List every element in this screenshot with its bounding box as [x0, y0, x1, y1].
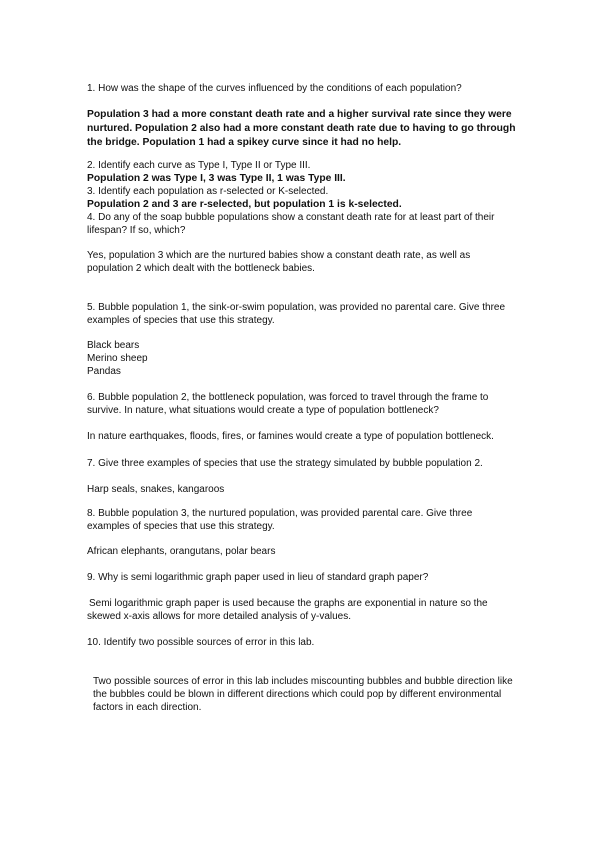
- question-10: 10. Identify two possible sources of error in this lab.: [87, 637, 315, 648]
- answer-2: Population 2 was Type I, 3 was Type II, 1 was Type III.: [87, 173, 346, 184]
- answer-6: In nature earthquakes, floods, fires, or famines would create a type of population bottleneck.: [87, 431, 494, 442]
- question-1: 1. How was the shape of the curves influenced by the conditions of each population?: [87, 83, 462, 94]
- answer-4-line-1: Yes, population 3 which are the nurtured babies show a constant death rate, as well as: [87, 250, 471, 261]
- question-8-line-2: examples of species that use this strategy.: [87, 521, 275, 532]
- answer-9-line-2: skewed x-axis allows for more detailed analysis of y-values.: [87, 611, 351, 622]
- question-5-line-1: 5. Bubble population 1, the sink-or-swim population, was provided no parental care. Give three: [87, 302, 506, 313]
- question-5-line-2: examples of species that use this strategy.: [87, 315, 275, 326]
- answer-10-line-3: factors in each direction.: [93, 702, 202, 713]
- question-7: 7. Give three examples of species that use the strategy simulated by bubble population 2.: [87, 458, 483, 469]
- question-4-line-1: 4. Do any of the soap bubble populations show a constant death rate for at least part of their: [87, 212, 495, 223]
- answer-5-item-3: Pandas: [87, 366, 121, 377]
- answer-1-line-2: nurtured. Population 2 also had a more constant death rate due to having to go through: [87, 123, 516, 134]
- question-3: 3. Identify each population as r-selected or K-selected.: [87, 186, 329, 197]
- answer-3: Population 2 and 3 are r-selected, but population 1 is k-selected.: [87, 199, 402, 210]
- answer-1-line-1: Population 3 had a more constant death rate and a higher survival rate since they were: [87, 109, 512, 120]
- answer-10-line-1: Two possible sources of error in this lab includes miscounting bubbles and bubble direction like: [93, 676, 513, 687]
- answer-5-item-1: Black bears: [87, 340, 140, 351]
- answer-5-item-2: Merino sheep: [87, 353, 148, 364]
- question-4-line-2: lifespan? If so, which?: [87, 225, 186, 236]
- question-9: 9. Why is semi logarithmic graph paper used in lieu of standard graph paper?: [87, 572, 429, 583]
- answer-10-line-2: the bubbles could be blown in different directions which could pop by different environmental: [93, 689, 502, 700]
- question-6-line-2: survive. In nature, what situations would create a type of population bottleneck?: [87, 405, 439, 416]
- question-8-line-1: 8. Bubble population 3, the nurtured population, was provided parental care. Give three: [87, 508, 473, 519]
- question-6-line-1: 6. Bubble population 2, the bottleneck population, was forced to travel through the frame to: [87, 392, 489, 403]
- question-2: 2. Identify each curve as Type I, Type II or Type III.: [87, 160, 311, 171]
- answer-4-line-2: population 2 which dealt with the bottleneck babies.: [87, 263, 315, 274]
- answer-9-line-1: Semi logarithmic graph paper is used because the graphs are exponential in nature so the: [89, 598, 488, 609]
- answer-7: Harp seals, snakes, kangaroos: [87, 484, 225, 495]
- answer-8: African elephants, orangutans, polar bears: [87, 546, 276, 557]
- answer-1-line-3: the bridge. Population 1 had a spikey curve since it had no help.: [87, 137, 402, 148]
